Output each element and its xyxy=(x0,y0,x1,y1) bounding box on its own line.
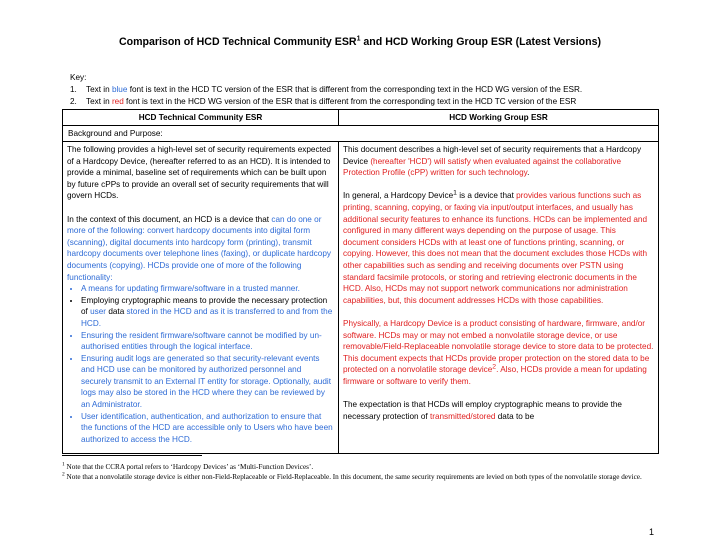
wg-paragraph-4: The expectation is that HCDs will employ cryptographic means to provide the necessary protection of transmitted/stored data to be xyxy=(343,400,622,421)
wg-paragraph-1: This document describes a high-level set of security requirements that a Hardcopy Device (hereafter 'HCD') will satisfy when evaluated against the collaborative Protection Profile (cPP) written for such technology. xyxy=(343,145,642,178)
list-item: • Ensuring the resident firmware/software cannot be modified by un-authorised entities through the logical interface. xyxy=(81,330,334,353)
tc-paragraph-1: The following provides a high-level set of security requirements expected of a Hardcopy Device, (hereafter referred to as an HCD). It is intended to provide a minimal, baseline set of requirements which can be built upon by future cPPs to provide an overall set of security requirements that will govern HCDs. xyxy=(67,145,331,201)
tc-bullet-list xyxy=(67,283,334,445)
table-header-row xyxy=(63,110,659,126)
key-section xyxy=(70,72,582,108)
key-label: Key: xyxy=(70,73,87,82)
comparison-table xyxy=(62,109,659,454)
wg-paragraph-2: In general, a Hardcopy Device$^1$ is a device that provides various functions such as printing, scanning, copying, or faxing via input/output interfaces, and usually has additional security features to enhance its functions. HCDs can be implemented and configured in many different ways depending on the purpose of usage. This document considers HCDs with at least one of functions printing, scanning, or copying. However, this does not mean that the document excludes those HCDs with other capabilities such as sending and receiving documents over PSTN using standard facsimile protocols, or storing and retrieving electronic documents in the HCD. Also, HCDs may not support network communications nor administration capabilities, but, this document addresses HCDs with those capabilities. xyxy=(343,189,648,305)
list-item: • A means for updating firmware/software in a trusted manner. xyxy=(81,283,334,295)
tc-cell xyxy=(63,142,339,454)
list-item: • Ensuring audit logs are generated so that security-relevant events and HCD use can be monitored by authorized personnel and securely transmit to an External IT entity for storage. Optionally, audit logs may also be stored in the HCD where they can be reviewed by an Administrator. xyxy=(81,353,334,411)
list-item: • User identification, authentication, and authorization to ensure that the functions of the HCD are accessible only to Users who have been authorized to access the HCD. xyxy=(81,411,334,446)
document-title: Comparison of HCD Technical Community ESR$^1$ and HCD Working Group ESR (Latest Versions) xyxy=(118,35,602,48)
footnote-2: $^2$ Note that a nonvolatile storage device is either non-Field-Replaceable or Field-Replaceable. In this document, the same security requirements are levied on both types of the nonvolatile storage device. xyxy=(62,472,642,482)
col-header-tc: HCD Technical Community ESR xyxy=(63,110,339,126)
col-header-wg: HCD Working Group ESR xyxy=(339,110,659,126)
section-row xyxy=(63,126,659,142)
wg-paragraph-3: Physically, a Hardcopy Device is a product consisting of hardware, firmware, and/or software. HCDs may or may not embed a nonvolatile storage device, or use removable/Field-Replaceable nonvolatile storage device to store data to be protected. This document expects that HCDs provide proper protection on the stored data to be protected on a nonvolatile storage device$^2$. Also, HCDs provide a mean for updating firmware or software to verify them. xyxy=(343,318,654,386)
wg-cell xyxy=(339,142,659,454)
footnotes xyxy=(62,462,662,483)
key-item-blue: 1. Text in blue font is text in the HCD TC version of the ESR that is different from the corresponding text in the HCD WG version of the ESR. xyxy=(70,85,583,94)
footnote-divider xyxy=(62,455,202,456)
footnote-1: $^1$ Note that the CCRA portal refers to ‘Hardcopy Devices’ as ‘Multi-Function Devices’. xyxy=(62,461,314,471)
section-label: Background and Purpose: xyxy=(63,126,659,142)
page-number: 1 xyxy=(648,527,654,537)
list-item: • Employing cryptographic means to provide the necessary protection of user data stored in the HCD and as it is transferred to and from the HCD. xyxy=(81,295,334,330)
table-row xyxy=(63,142,659,454)
tc-paragraph-2: In the context of this document, an HCD is a device that can do one or more of the following: convert hardcopy documents into digital form (scanning), digital documents into hardcopy form (printing), transmit hardcopy documents over telephone lines (faxing), or duplicate hardcopy documents (copying). HCDs provide one of more of the following functionality: xyxy=(67,214,331,282)
key-item-red: 2. Text in red font is text in the HCD WG version of the ESR that is different from the corresponding text in the HCD TC version of the ESR xyxy=(70,97,577,106)
